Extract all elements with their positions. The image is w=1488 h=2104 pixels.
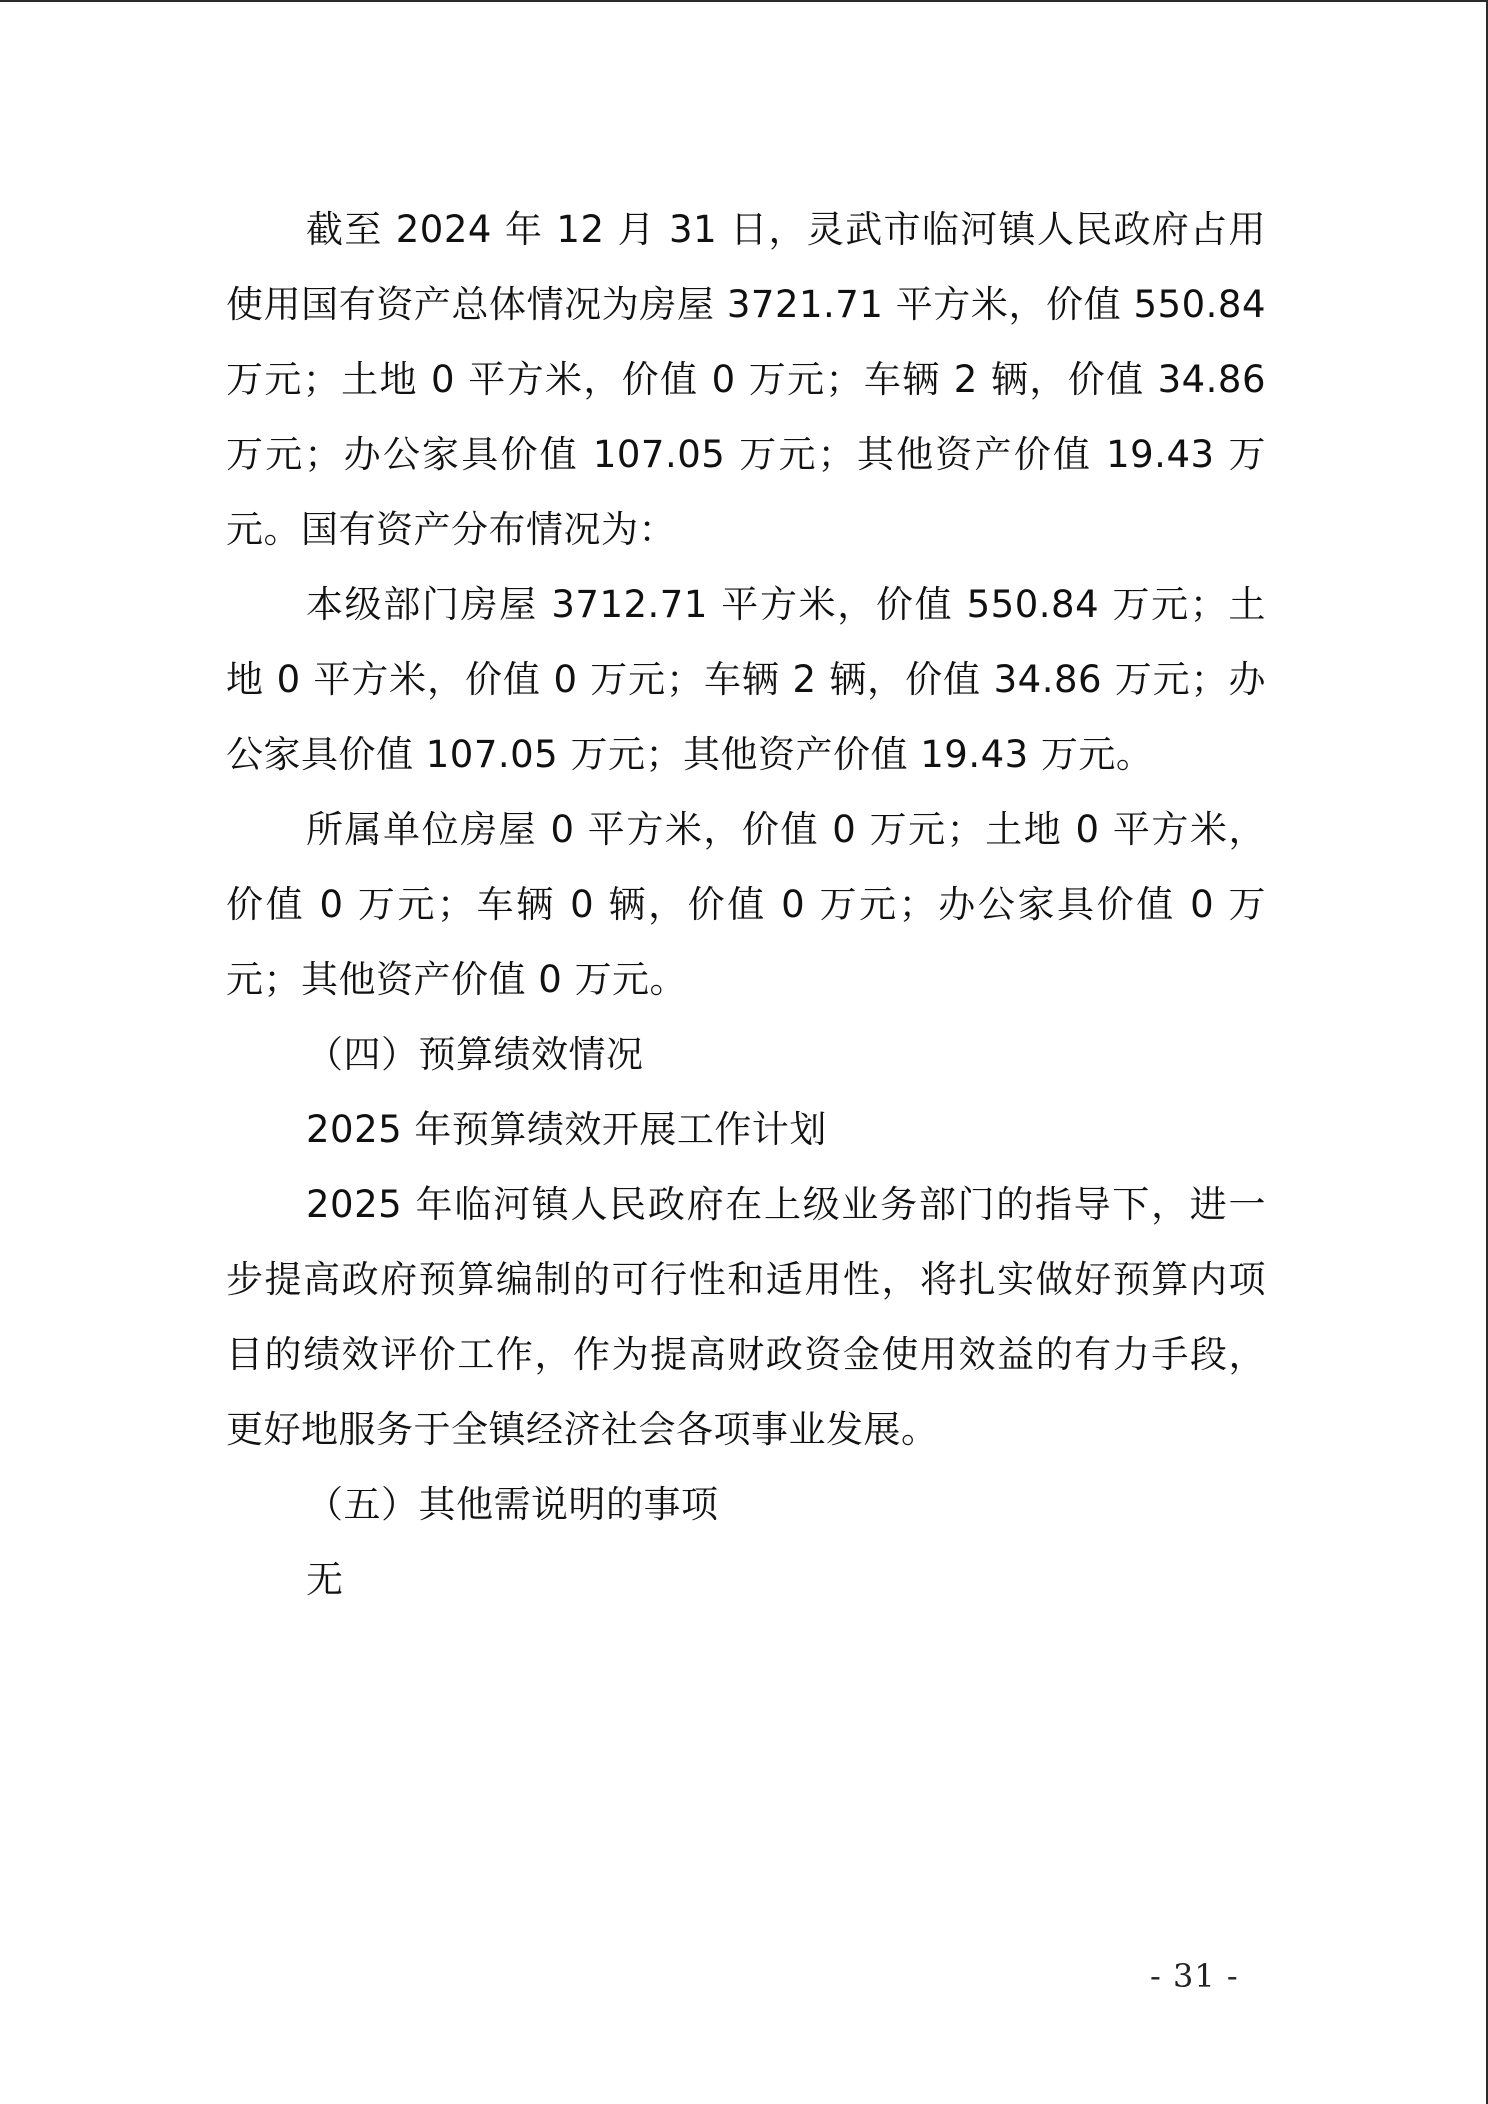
subordinate-assets-paragraph: 所属单位房屋 0 平方米，价值 0 万元；土地 0 平方米，价值 0 万元；车辆 0 辆，价值 0 万元；办公家具价值 0 万元；其他资产价值 0 万元。	[226, 808, 1266, 1001]
department-assets-paragraph: 本级部门房屋 3712.71 平方米，价值 550.84 万元；土地 0 平方米，价值 0 万元；车辆 2 辆，价值 34.86 万元；办公家具价值 107.05 万元；其他资产价值 19.43 万元。	[226, 583, 1266, 776]
document-body	[226, 192, 1266, 1617]
section-heading-budget-performance: （四）预算绩效情况	[306, 1033, 644, 1076]
subheading-performance-plan: 2025 年预算绩效开展工作计划	[306, 1108, 827, 1151]
other-matters-paragraph: 无	[306, 1558, 344, 1601]
performance-plan-paragraph: 2025 年临河镇人民政府在上级业务部门的指导下，进一步提高政府预算编制的可行性和适用性，将扎实做好预算内项目的绩效评价工作，作为提高财政资金使用效益的有力手段，更好地服务于全镇经济社会各项事业发展。	[226, 1183, 1266, 1451]
asset-summary-paragraph: 截至 2024 年 12 月 31 日，灵武市临河镇人民政府占用使用国有资产总体情况为房屋 3721.71 平方米，价值 550.84 万元；土地 0 平方米，价值 0 万元；车辆 2 辆，价值 34.86 万元；办公家具价值 107.05 万元；其他资产价值 19.43 万元。国有资产分布情况为：	[226, 208, 1266, 551]
page-number: - 31 -	[1150, 1957, 1239, 1995]
section-heading-other-matters: （五）其他需说明的事项	[306, 1483, 719, 1526]
